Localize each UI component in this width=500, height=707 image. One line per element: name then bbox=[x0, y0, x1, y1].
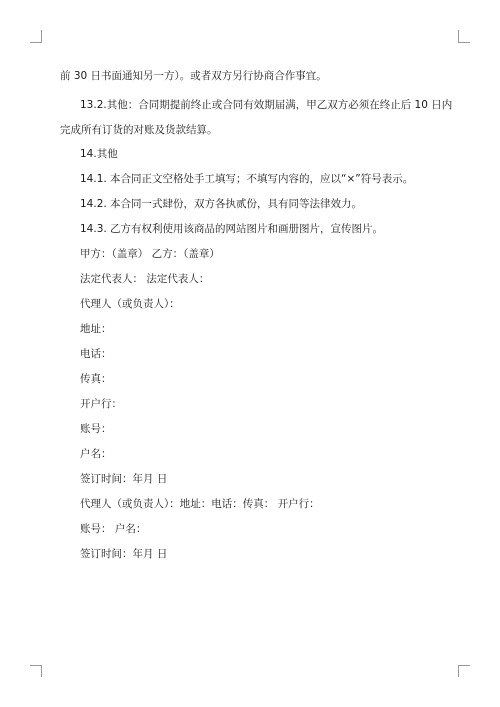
paragraph-line: 14.1. 本合同正文空格处手工填写；不填写内容的，应以“×”符号表示。 bbox=[80, 173, 414, 185]
section-heading: 14.其他 bbox=[80, 148, 118, 160]
signature-field: 账号： 户名： bbox=[80, 523, 147, 535]
signature-field: 户名： bbox=[80, 448, 112, 460]
signature-field: 法定代表人： 法定代表人： bbox=[80, 273, 210, 285]
paragraph-line: 完成所有订货的对账及货款结算。 bbox=[60, 124, 218, 136]
paragraph-line: 14.2. 本合同一式肆份，双方各执贰份，具有同等法律效力。 bbox=[80, 198, 363, 210]
signature-field: 签订时间：年月 日 bbox=[80, 473, 168, 485]
paragraph-line: 13.2.其他：合同期提前终止或合同有效期届满，甲乙双方必须在终止后 10 日内 bbox=[80, 99, 453, 111]
signature-field: 代理人（或负责人）： bbox=[80, 298, 180, 310]
signature-field: 代理人（或负责人）：地址：电话：传真： 开户行： bbox=[80, 498, 320, 510]
signature-field: 甲方：（盖章） 乙方：（盖章） bbox=[80, 248, 220, 260]
paragraph-line: 前 30 日书面通知另一方）。或者双方另行协商合作事宜。 bbox=[60, 70, 327, 82]
signature-field: 电话： bbox=[80, 348, 112, 360]
signature-field: 开户行： bbox=[80, 398, 122, 410]
signature-field: 传真： bbox=[80, 373, 112, 385]
signature-field: 地址： bbox=[80, 323, 112, 335]
signature-field: 签订时间：年月 日 bbox=[80, 548, 168, 560]
signature-field: 账号： bbox=[80, 423, 112, 435]
paragraph-line: 14.3. 乙方有权利使用该商品的网站图片和画册图片，宣传图片。 bbox=[80, 223, 384, 235]
